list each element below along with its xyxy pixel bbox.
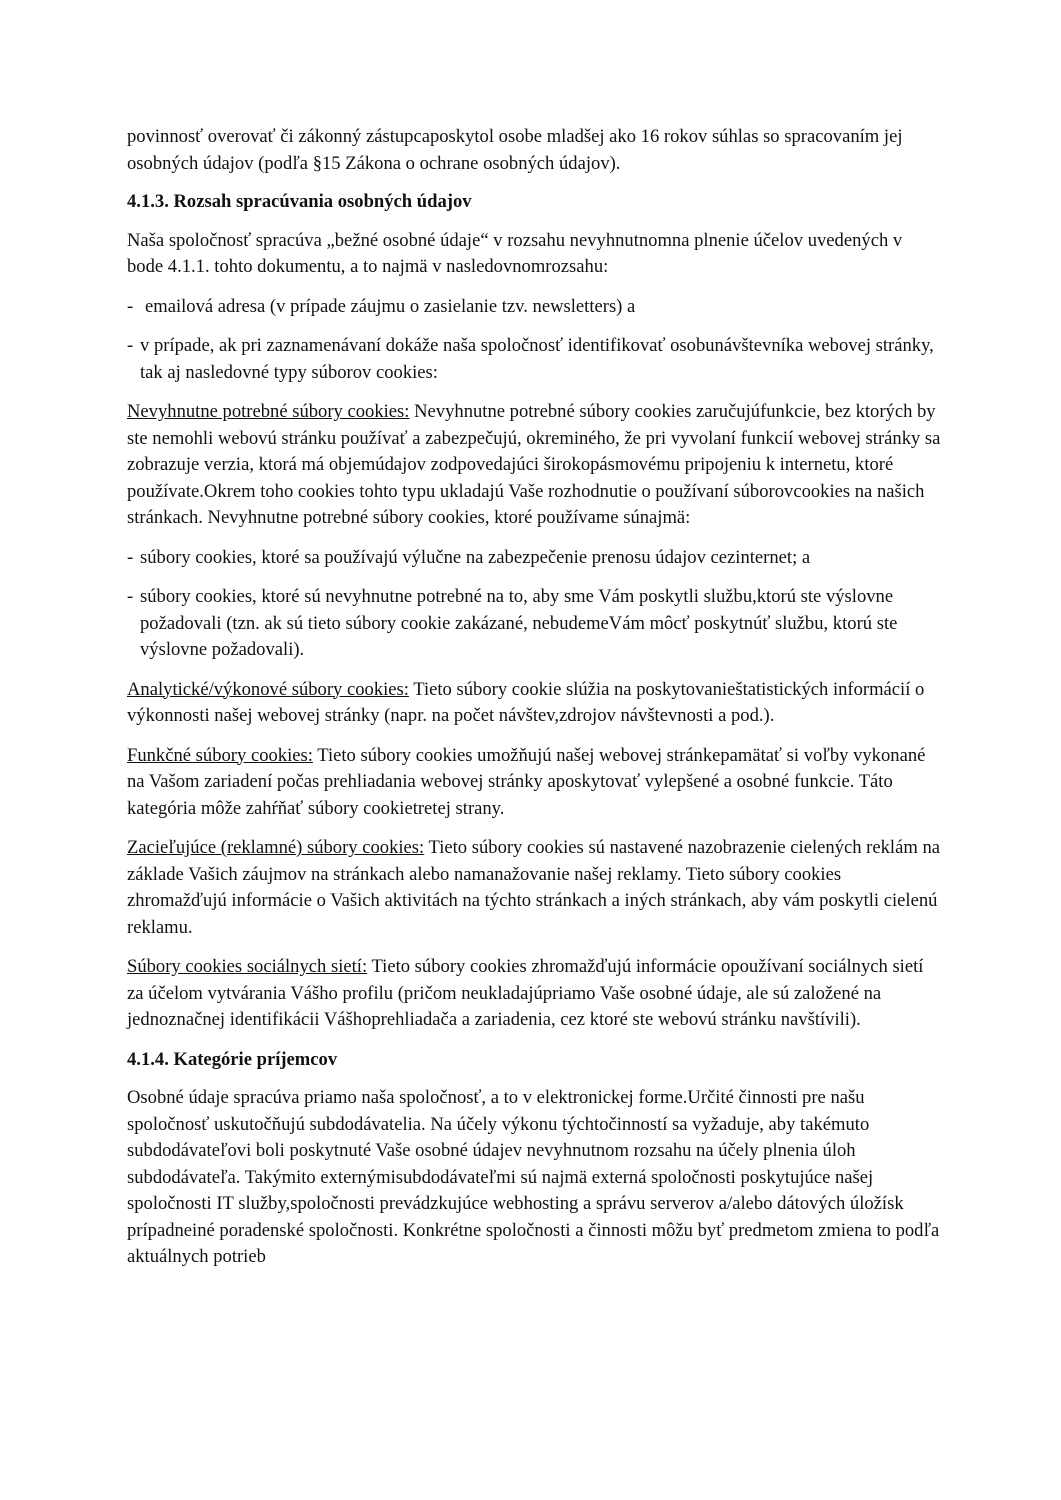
- list-item-transfer: [127, 545, 942, 572]
- functional-cookies-label: Funkčné súbory cookies:: [127, 744, 313, 766]
- functional-cookies-text: Tieto súbory cookies umožňujú našej webovej stránkepamätať si voľby vykonané na Vašom zariadení počas prehliadania webovej stránky aposkytovať vylepšené a osobné funkcie. Táto kategória môže zahŕňať súbory cookietretej strany.: [127, 744, 926, 819]
- list-dash: -: [127, 335, 134, 356]
- social-cookies-paragraph: [127, 954, 942, 1034]
- list-item-text: súbory cookies, ktoré sa používajú výlučne na zabezpečenie prenosu údajov cezinternet; a: [140, 546, 811, 568]
- analytical-cookies-label: Analytické/výkonové súbory cookies:: [127, 678, 409, 700]
- targeting-cookies-label: Zacieľujúce (reklamné) súbory cookies:: [127, 837, 425, 858]
- list-item-text: súbory cookies, ktoré sú nevyhnutne potrebné na to, aby sme Vám poskytli službu,ktorú ste výslovne požadovali (tzn. ak sú tieto súbory cookie zakázané, nebudemeVám môcť poskytnúť službu, ktorú ste výslovne požadovali).: [140, 586, 898, 660]
- list-item-service: [127, 584, 942, 664]
- necessary-cookies-label: Nevyhnutne potrebné súbory cookies:: [127, 401, 410, 422]
- necessary-cookies-paragraph: [127, 399, 942, 532]
- list-dash: -: [127, 586, 134, 607]
- functional-cookies-paragraph: [127, 743, 942, 823]
- section-4-1-4-text: Osobné údaje spracúva priamo naša spoločnosť, a to v elektronickej forme.Určité činnosti pre našu spoločnosť uskutočňujú subdodávatelia. Na účely výkonu týchtočinností sa vyžaduje, aby takémuto subdodávateľovi boli poskytnuté Vaše osobné údajev nevyhnutnom rozsahu na účely plnenia úloh subdodávateľa. Takýmito externýmisubdodávateľmi sú najmä externá spoločnosti poskytujúce našej spoločnosti IT služby,spoločnosti prevádzkujúce webhosting a správu serverov a/alebo dátových úložísk prípadneiné poradenské spoločnosti. Konkrétne spoločnosti a činnosti môžu byť predmetom zmiena to podľa aktuálnych potrieb: [127, 1087, 940, 1267]
- analytical-cookies-paragraph: [127, 677, 942, 730]
- list-item-email: [127, 294, 942, 321]
- list-dash: -: [127, 546, 134, 568]
- social-cookies-label: Súbory cookies sociálnych sietí:: [127, 956, 368, 977]
- section-heading-4-1-4: 4.1.4. Kategórie príjemcov: [127, 1048, 338, 1070]
- list-item-cookies: [127, 333, 942, 386]
- list-item-text: emailová adresa (v prípade záujmu o zasielanie tzv. newsletters) a: [145, 295, 636, 317]
- analytical-cookies-text: Tieto súbory cookie slúžia na poskytovanieštatistických informácií o výkonnosti našej webovej stránky (napr. na počet návštev,zdrojov návštevnosti a pod.).: [127, 678, 925, 726]
- necessary-cookies-text: Nevyhnutne potrebné súbory cookies zaručujúfunkcie, bez ktorých by ste nemohli webovú stránku používať a zabezpečujú, okreminého, že pri vyvolaní funkcií webovej stránky sa zobrazuje verzia, ktorá má objemúdajov zodpovedajúci širokopásmovému pripojeniu k internetu, ktoré používate.Okrem toho cookies tohto typu ukladajú Vaše rozhodnutie o používaní súborovcookies na našich stránkach. Nevyhnutne potrebné súbory cookies, ktoré používame súnajmä:: [127, 401, 941, 528]
- section-heading-4-1-3: 4.1.3. Rozsah spracúvania osobných údajov: [127, 191, 472, 212]
- section-4-1-3-intro: Naša spoločnosť spracúva „bežné osobné údaje“ v rozsahu nevyhnutnomna plnenie účelov uvedených v bode 4.1.1. tohto dokumentu, a to najmä v nasledovnomrozsahu:: [127, 229, 903, 277]
- targeting-cookies-paragraph: [127, 835, 942, 941]
- document-page: [127, 124, 942, 1284]
- targeting-cookies-text: Tieto súbory cookies sú nastavené nazobrazenie cielených reklám na základe Vašich záujmov na stránkach alebo namanažovanie našej reklamy. Tieto súbory cookies zhromažďujú informácie o Vašich aktivitách na týchto stránkach a iných stránkach, aby vám poskytli cielenú reklamu.: [127, 837, 940, 938]
- intro-paragraph: povinnosť overovať či zákonný zástupcaposkytol osobe mladšej ako 16 rokov súhlas so spracovaním jej osobných údajov (podľa §15 Zákona o ochrane osobných údajov).: [127, 126, 903, 174]
- social-cookies-text: Tieto súbory cookies zhromažďujú informácie opoužívaní sociálnych sietí za účelom vytvárania Vášho profilu (pričom neukladajúpriamo Vaše osobné údaje, ale sú založené na jednoznačnej identifikácii Vášhoprehliadača a zariadenia, cez ktoré ste webovú stránku navštívili).: [127, 956, 924, 1030]
- list-item-text: v prípade, ak pri zaznamenávaní dokáže naša spoločnosť identifikovať osobunávštevníka webovej stránky, tak aj nasledovné typy súborov cookies:: [140, 335, 934, 383]
- list-dash: -: [127, 295, 134, 317]
